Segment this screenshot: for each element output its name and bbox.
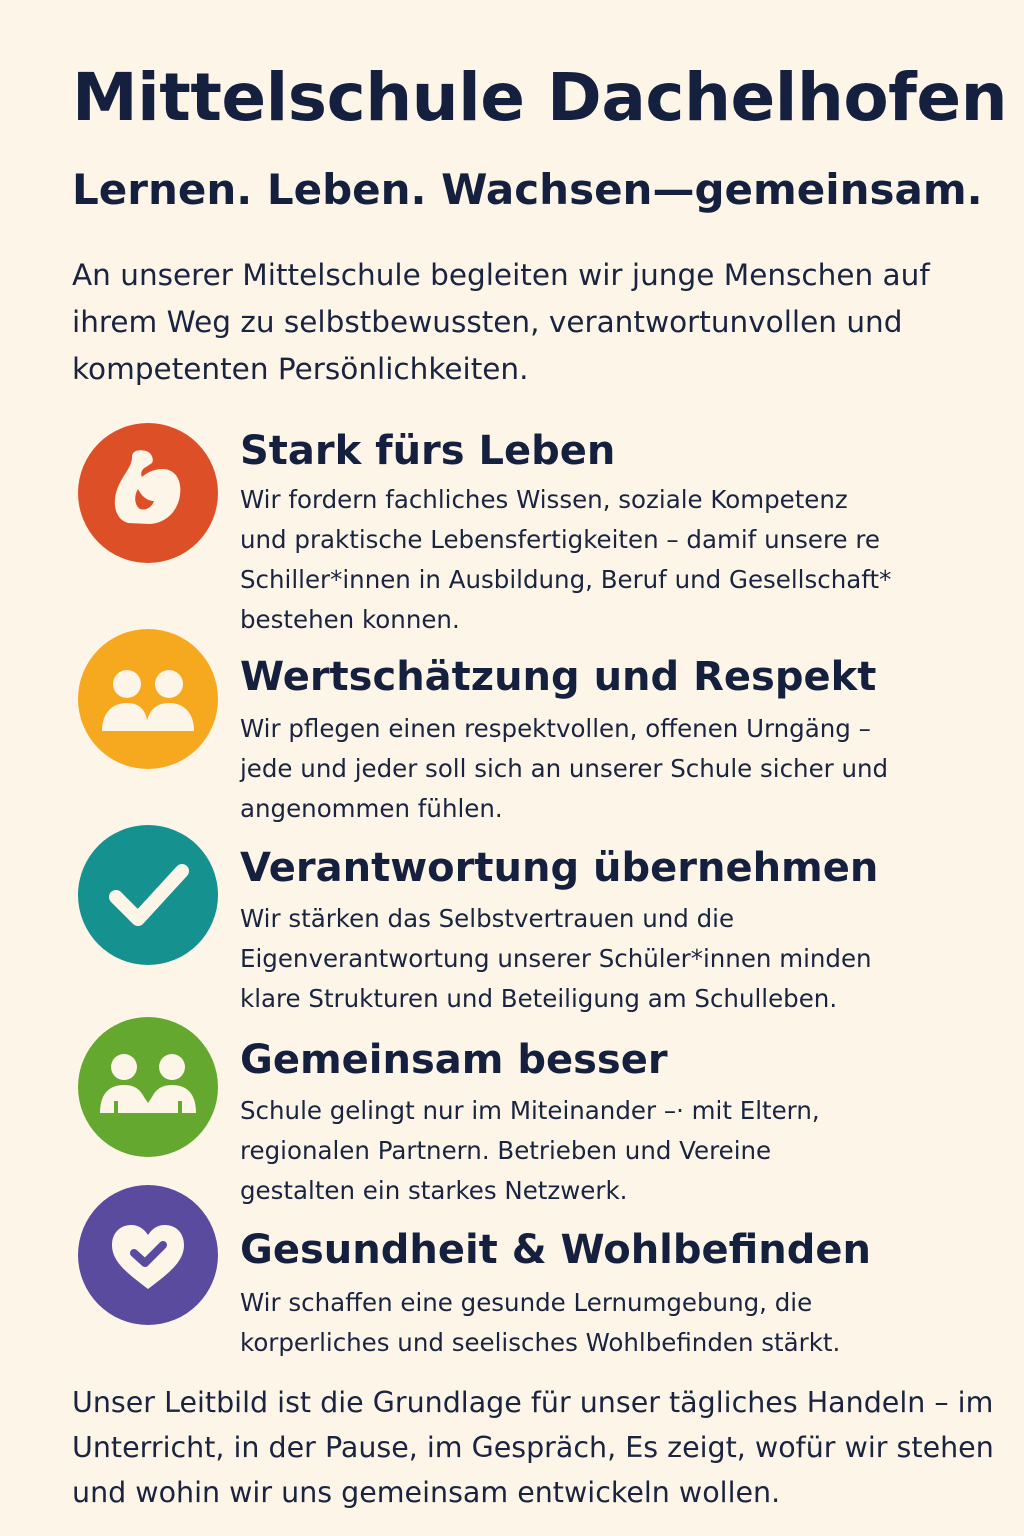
value-title: Gemeinsam besser (240, 1037, 668, 1083)
value-title: Verantwortung übernehmen (240, 845, 879, 891)
closing-line: und wohin wir uns gemeinsam entwickeln wollen. (72, 1476, 781, 1509)
value-description-line: Schiller*innen in Ausbildung, Beruf und Gesellschaft* (240, 565, 892, 594)
heart-check-icon (78, 1185, 218, 1325)
value-title: Wertschätzung und Respekt (240, 654, 877, 700)
value-description-line: Eigenverantwortung unserer Schüler*innen minden (240, 944, 872, 973)
value-description-line: und praktische Lebensfertigkeiten – damif unsere re (240, 525, 880, 554)
value-description-line: Schule gelingt nur im Miteinander –· mit Eltern, (240, 1096, 820, 1125)
intro-paragraph (72, 252, 972, 393)
page-subtitle: Lernen. Leben. Wachsen—gemeinsam. (72, 165, 983, 214)
value-description (240, 899, 872, 1019)
value-description (240, 480, 891, 640)
value-description-line: klare Strukturen und Beteiligung am Schulleben. (240, 984, 838, 1013)
value-description-line: regionalen Partnern. Betrieben und Vereine (240, 1136, 772, 1165)
value-item-gemeinsam-besser (78, 1017, 968, 1207)
two-people-icon (78, 629, 218, 769)
checkmark-icon (78, 825, 218, 965)
value-icon-circle (78, 825, 218, 965)
value-description-line: jede und jeder soll sich an unserer Schule sicher und (240, 754, 889, 783)
value-icon-circle (78, 423, 218, 563)
value-description-line: korperliches und seelisches Wohlbefinden stärkt. (240, 1328, 841, 1357)
intro-line: An unserer Mittelschule begleiten wir junge Menschen auf (72, 258, 930, 292)
value-icon-circle (78, 1017, 218, 1157)
value-description (240, 709, 888, 829)
value-icon-circle (78, 1185, 218, 1325)
value-title: Gesundheit & Wohlbefinden (240, 1227, 872, 1273)
closing-line: Unterricht, in der Pause, im Gespräch, Es zeigt, wofür wir stehen (72, 1431, 994, 1464)
value-title: Stark fürs Leben (240, 428, 616, 474)
value-description (240, 1283, 840, 1363)
value-description-line: angenommen fühlen. (240, 794, 503, 823)
value-item-gesundheit-und-wohlbefinden (78, 1185, 968, 1365)
closing-line: Unser Leitbild ist die Grundlage für unser tägliches Handeln – im (72, 1386, 994, 1419)
flexed-arm-icon (78, 423, 218, 563)
value-item-wertschaetzung-und-respekt (78, 629, 968, 829)
value-icon-circle (78, 629, 218, 769)
closing-paragraph (72, 1380, 994, 1515)
value-description-line: Wir pflegen einen respektvollen, offenen Urngäng – (240, 714, 871, 743)
value-item-stark-fuers-leben (78, 423, 968, 643)
value-description-line: Wir stärken das Selbstvertrauen und die (240, 904, 735, 933)
value-description-line: Wir fordern fachliches Wissen, soziale Kompetenz (240, 485, 848, 514)
intro-line: kompetenten Persönlichkeiten. (72, 352, 529, 386)
page-title: Mittelschule Dachelhofen (72, 59, 1008, 136)
people-holding-hands-icon (78, 1017, 218, 1157)
intro-line: ihrem Weg zu selbstbewussten, verantwortunvollen und (72, 305, 903, 339)
value-description-line: gestalten ein starkes Netzwerk. (240, 1176, 628, 1205)
value-description-line: bestehen konnen. (240, 605, 460, 634)
value-description-line: Wir schaffen eine gesunde Lernumgebung, die (240, 1288, 813, 1317)
value-item-verantwortung-uebernehmen (78, 825, 968, 1015)
